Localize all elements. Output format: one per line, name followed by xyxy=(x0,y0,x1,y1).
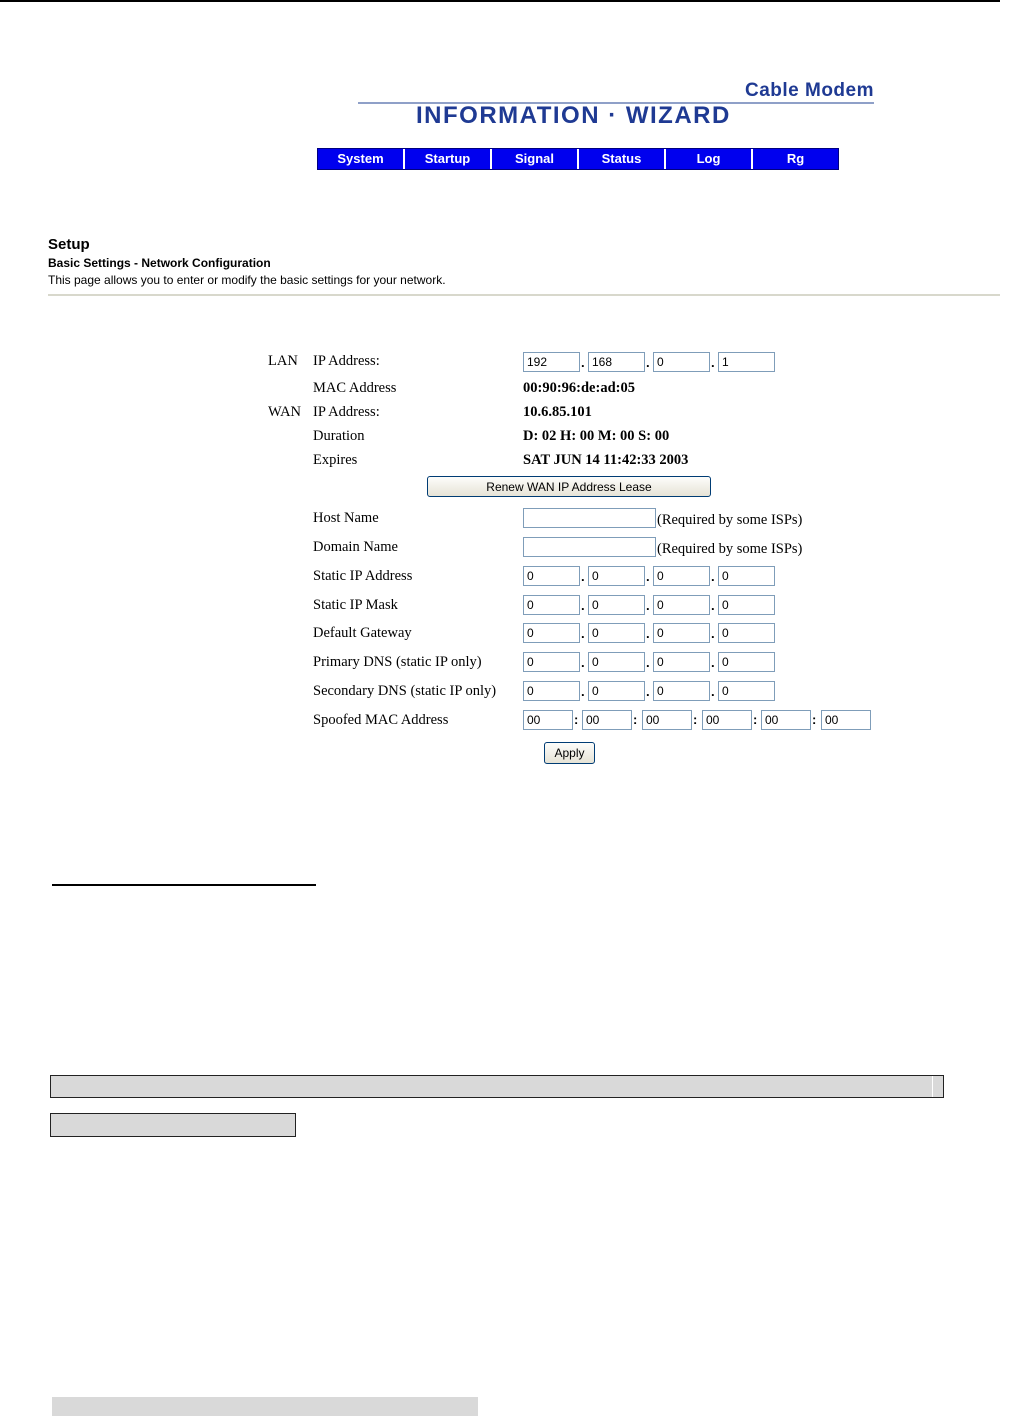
gateway-dot-1: . xyxy=(581,626,585,641)
spoofed-mac-byte-3[interactable] xyxy=(642,710,692,730)
primary-dns-octet-2[interactable] xyxy=(588,652,645,672)
logo-main-text: INFORMATION · WIZARD xyxy=(416,102,731,129)
secondary-dns-dot-1: . xyxy=(581,684,585,699)
underline-rule xyxy=(52,884,316,886)
page-description: This page allows you to enter or modify the basic settings for your network. xyxy=(48,273,446,287)
lan-ip-dot-1: . xyxy=(581,355,585,370)
secondary-dns-dot-3: . xyxy=(711,684,715,699)
nav-log[interactable]: Log xyxy=(666,149,751,169)
primary-dns-dot-3: . xyxy=(711,655,715,670)
spoofed-mac-colon-3: : xyxy=(693,712,698,727)
domain-name-note: (Required by some ISPs) xyxy=(657,541,803,557)
lan-ip-dot-3: . xyxy=(711,355,715,370)
nav-status[interactable]: Status xyxy=(579,149,664,169)
static-mask-dot-1: . xyxy=(581,598,585,613)
wan-label: WAN xyxy=(268,404,302,420)
secondary-dns-octet-3[interactable] xyxy=(653,681,710,701)
mac-address-label: MAC Address xyxy=(313,380,397,396)
primary-dns-octet-4[interactable] xyxy=(718,652,775,672)
static-mask-label: Static IP Mask xyxy=(313,597,398,613)
cable-modem-logo xyxy=(358,78,878,128)
static-mask-octet-3[interactable] xyxy=(653,595,710,615)
expires-value: SAT JUN 14 11:42:33 2003 xyxy=(523,452,689,468)
spoofed-mac-byte-4[interactable] xyxy=(702,710,752,730)
gray-bar-bottom xyxy=(52,1397,478,1416)
spoofed-mac-byte-6[interactable] xyxy=(821,710,871,730)
wan-ip-label: IP Address: xyxy=(313,404,380,420)
duration-value: D: 02 H: 00 M: 00 S: 00 xyxy=(523,428,670,444)
spoofed-mac-colon-5: : xyxy=(812,712,817,727)
domain-name-input[interactable] xyxy=(523,537,656,557)
lan-ip-octet-2[interactable] xyxy=(588,352,645,372)
page-title: Setup xyxy=(48,236,90,253)
gateway-octet-4[interactable] xyxy=(718,623,775,643)
host-name-input[interactable] xyxy=(523,508,656,528)
host-name-note: (Required by some ISPs) xyxy=(657,512,803,528)
static-mask-octet-2[interactable] xyxy=(588,595,645,615)
static-ip-dot-2: . xyxy=(646,569,650,584)
renew-wan-lease-button[interactable]: Renew WAN IP Address Lease xyxy=(427,476,711,497)
static-mask-octet-1[interactable] xyxy=(523,595,580,615)
page-top-rule xyxy=(0,0,1000,2)
spoofed-mac-byte-2[interactable] xyxy=(582,710,632,730)
domain-name-label: Domain Name xyxy=(313,539,398,555)
static-mask-dot-2: . xyxy=(646,598,650,613)
static-ip-dot-3: . xyxy=(711,569,715,584)
static-mask-octet-4[interactable] xyxy=(718,595,775,615)
gateway-label: Default Gateway xyxy=(313,625,412,641)
secondary-dns-dot-2: . xyxy=(646,684,650,699)
spoofed-mac-colon-1: : xyxy=(574,712,579,727)
secondary-dns-label: Secondary DNS (static IP only) xyxy=(313,683,497,699)
primary-dns-octet-3[interactable] xyxy=(653,652,710,672)
static-ip-octet-3[interactable] xyxy=(653,566,710,586)
static-ip-octet-2[interactable] xyxy=(588,566,645,586)
lan-ip-octet-1[interactable] xyxy=(523,352,580,372)
spoofed-mac-byte-5[interactable] xyxy=(761,710,811,730)
main-nav xyxy=(317,148,839,170)
nav-rg[interactable]: Rg xyxy=(753,149,838,169)
nav-system[interactable]: System xyxy=(318,149,403,169)
static-ip-label: Static IP Address xyxy=(313,568,413,584)
host-name-label: Host Name xyxy=(313,510,379,526)
secondary-dns-octet-4[interactable] xyxy=(718,681,775,701)
wan-ip-value: 10.6.85.101 xyxy=(523,404,592,420)
secondary-dns-octet-1[interactable] xyxy=(523,681,580,701)
primary-dns-octet-1[interactable] xyxy=(523,652,580,672)
mac-address-value: 00:90:96:de:ad:05 xyxy=(523,380,635,396)
spoofed-mac-byte-1[interactable] xyxy=(523,710,573,730)
nav-signal[interactable]: Signal xyxy=(492,149,577,169)
spoofed-mac-colon-2: : xyxy=(633,712,638,727)
header-divider xyxy=(48,294,1000,296)
duration-label: Duration xyxy=(313,428,365,444)
static-ip-dot-1: . xyxy=(581,569,585,584)
gateway-dot-2: . xyxy=(646,626,650,641)
lan-ip-dot-2: . xyxy=(646,355,650,370)
primary-dns-dot-1: . xyxy=(581,655,585,670)
nav-startup[interactable]: Startup xyxy=(405,149,490,169)
primary-dns-label: Primary DNS (static IP only) xyxy=(313,654,482,670)
primary-dns-dot-2: . xyxy=(646,655,650,670)
static-ip-octet-4[interactable] xyxy=(718,566,775,586)
gateway-dot-3: . xyxy=(711,626,715,641)
secondary-dns-octet-2[interactable] xyxy=(588,681,645,701)
spoofed-mac-colon-4: : xyxy=(753,712,758,727)
gray-bar-notch xyxy=(932,1076,933,1097)
gray-bar-long xyxy=(50,1075,944,1098)
lan-label: LAN xyxy=(268,353,298,369)
lan-ip-octet-3[interactable] xyxy=(653,352,710,372)
spoofed-mac-label: Spoofed MAC Address xyxy=(313,712,449,728)
lan-ip-octet-4[interactable] xyxy=(718,352,775,372)
expires-label: Expires xyxy=(313,452,358,468)
page-subtitle: Basic Settings - Network Configuration xyxy=(48,256,271,270)
gateway-octet-3[interactable] xyxy=(653,623,710,643)
apply-button[interactable]: Apply xyxy=(544,742,595,764)
gray-bar-short xyxy=(50,1113,296,1137)
gateway-octet-2[interactable] xyxy=(588,623,645,643)
gateway-octet-1[interactable] xyxy=(523,623,580,643)
static-ip-octet-1[interactable] xyxy=(523,566,580,586)
static-mask-dot-3: . xyxy=(711,598,715,613)
logo-top-text: Cable Modem xyxy=(744,80,874,101)
lan-ip-label: IP Address: xyxy=(313,353,380,369)
